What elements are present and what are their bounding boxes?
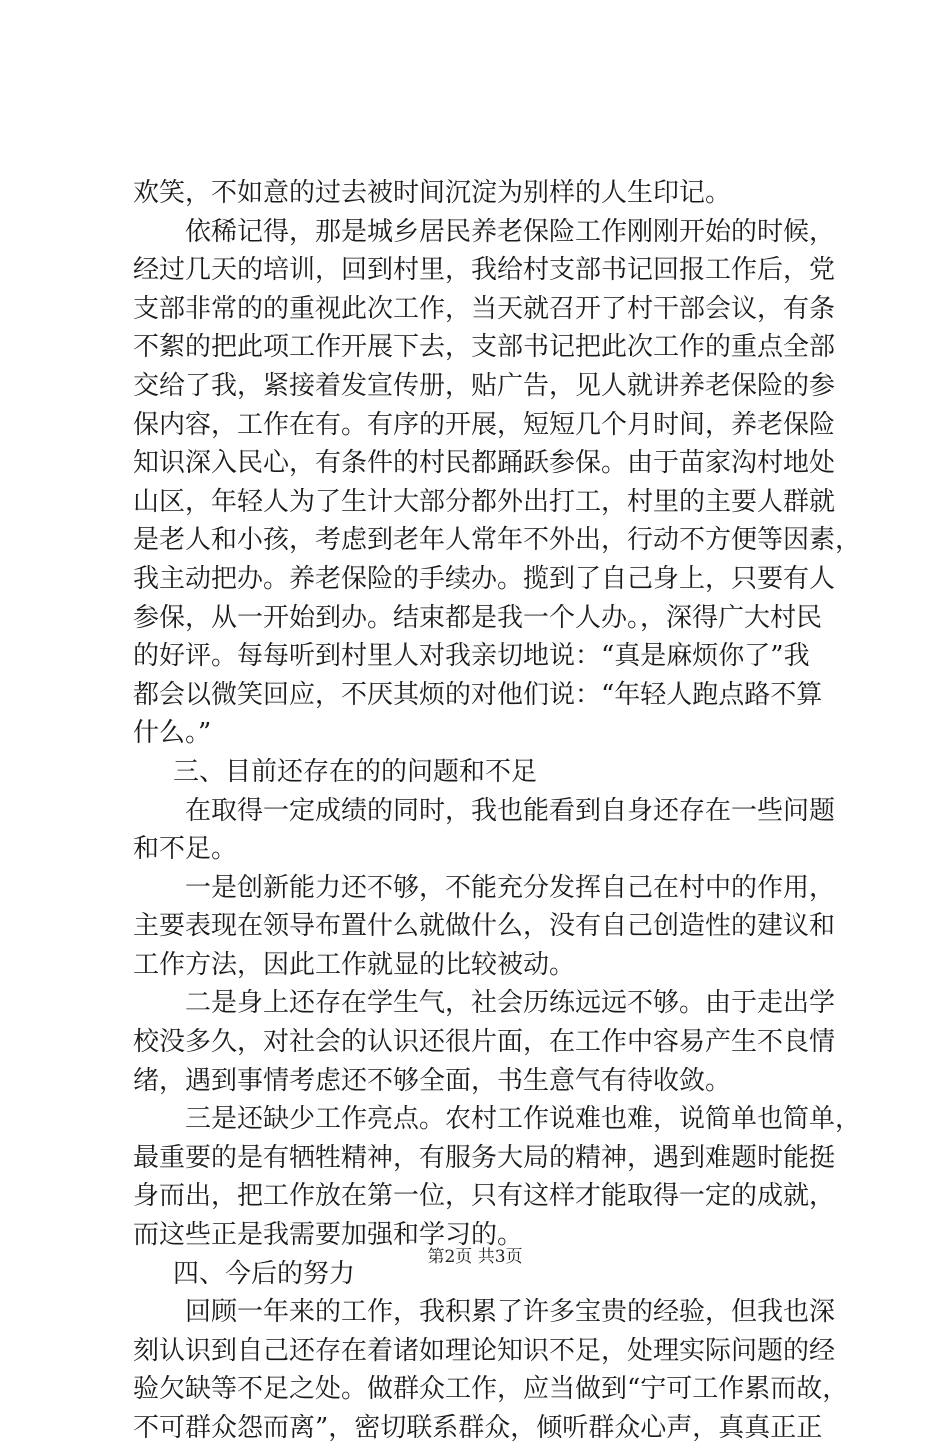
text-line: 主要表现在领导布置什么就做什么，没有自己创造性的建议和 <box>133 911 836 942</box>
text-line: 知识深入民心，有条件的村民都踊跃参保。由于苗家沟村地处 <box>133 448 836 479</box>
text-line: 经过几天的培训，回到村里，我给村支部书记回报工作后，党 <box>133 255 836 286</box>
text-line: 身而出，把工作放在第一位，只有这样才能取得一定的成就， <box>133 1181 836 1212</box>
text-line: 的好评。每每听到村里人对我亲切地说：“真是麻烦你了”我 <box>133 641 810 672</box>
text-line: 参保，从一开始到办。结束都是我一个人办。，深得广大村民 <box>133 602 823 633</box>
text-line: 验欠缺等不足之处。做群众工作，应当做到“宁可工作累而故， <box>133 1374 849 1405</box>
section-heading: 四、今后的努力 <box>173 1258 356 1289</box>
text-line: 工作方法，因此工作就显的比较被动。 <box>133 949 576 980</box>
text-line: 二是身上还存在学生气，社会历练远远不够。由于走出学 <box>185 988 836 1019</box>
section-heading: 三、目前还存在的的问题和不足 <box>173 756 538 787</box>
text-line: 山区，年轻人为了生计大部分都外出打工，村里的主要人群就 <box>133 486 836 517</box>
text-line: 都会以微笑回应，不厌其烦的对他们说：“年轻人跑点路不算 <box>133 679 823 710</box>
text-line: 我主动把办。养老保险的手续办。揽到了自己身上，只要有人 <box>133 563 836 594</box>
text-line: 最重要的是有牺牲精神，有服务大局的精神，遇到难题时能挺 <box>133 1142 836 1173</box>
text-line: 和不足。 <box>133 834 238 865</box>
text-line: 什么。” <box>133 718 212 749</box>
text-line: 不絮的把此项工作开展下去，支部书记把此次工作的重点全部 <box>133 332 836 363</box>
text-line: 支部非常的的重视此次工作，当天就召开了村干部会议，有条 <box>133 293 836 324</box>
text-line: 依稀记得，那是城乡居民养老保险工作刚刚开始的时候， <box>185 216 836 247</box>
text-line: 三是还缺少工作亮点。农村工作说难也难，说简单也简单， <box>185 1104 862 1135</box>
text-line: 交给了我，紧接着发宣传册，贴广告，见人就讲养老保险的参 <box>133 370 836 401</box>
text-line: 保内容，工作在有。有序的开展，短短几个月时间，养老保险 <box>133 409 836 440</box>
text-line: 欢笑，不如意的过去被时间沉淀为别样的人生印记。 <box>133 178 732 208</box>
text-line: 是老人和小孩，考虑到老年人常年不外出，行动不方便等因素， <box>133 525 862 556</box>
text-line: 回顾一年来的工作，我积累了许多宝贵的经验，但我也深 <box>185 1297 836 1328</box>
text-line: 而这些正是我需要加强和学习的。 <box>133 1220 524 1251</box>
text-line: 绪，遇到事情考虑还不够全面，书生意气有待收敛。 <box>133 1065 732 1096</box>
page-number-footer: 第2页 共3页 <box>427 1247 523 1267</box>
text-line: 不可群众怨而离”，密切联系群众，倾听群众心声，真真正正 <box>133 1413 823 1443</box>
text-line: 在取得一定成绩的同时，我也能看到自身还存在一些问题 <box>185 795 836 826</box>
text-line: 校没多久，对社会的认识还很片面，在工作中容易产生不良情 <box>133 1027 836 1058</box>
text-line: 一是创新能力还不够，不能充分发挥自己在村中的作用， <box>185 872 836 903</box>
text-line: 刻认识到自己还存在着诸如理论知识不足，处理实际问题的经 <box>133 1335 836 1366</box>
